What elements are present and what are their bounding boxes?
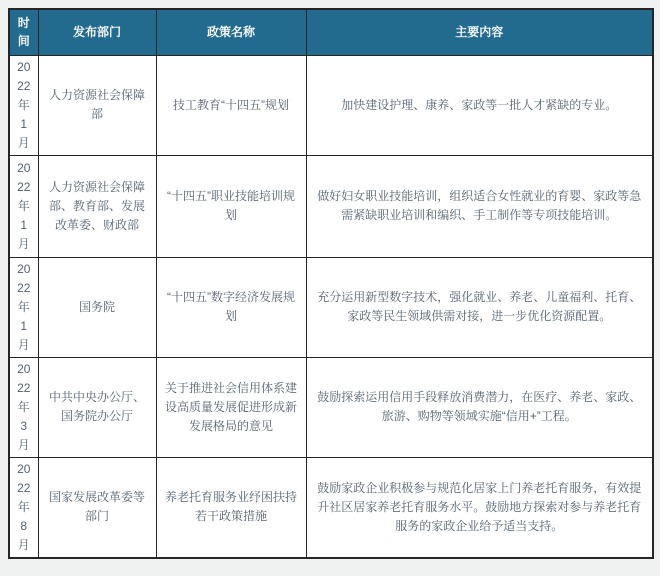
cell-department: 国家发展改革委等部门: [38, 457, 156, 558]
cell-department: 人力资源社会保障部: [38, 55, 156, 155]
cell-policy: 养老托育服务业纾困扶持若干政策措施: [156, 457, 306, 558]
table-row: [9, 457, 653, 558]
header-cell-content: 主要内容: [306, 9, 653, 55]
cell-content: 充分运用新型数字技术，强化就业、养老、儿童福利、托育、家政等民生领域供需对接，进一步优化资源配置。: [306, 257, 653, 357]
cell-content: 加快建设护理、康养、家政等一批人才紧缺的专业。: [306, 55, 653, 155]
table-row: [9, 357, 653, 457]
table-row: [9, 155, 653, 257]
cell-time: 2022年8月: [9, 457, 38, 558]
table-row: [9, 55, 653, 155]
header-cell-policy: 政策名称: [156, 9, 306, 55]
cell-time: 2022年1月: [9, 55, 38, 155]
cell-department: 中共中央办公厅、国务院办公厅: [38, 357, 156, 457]
header-cell-time: 时间: [9, 9, 38, 55]
cell-content: 鼓励家政企业积极参与规范化居家上门养老托育服务，有效提升社区居家养老托育服务水平。鼓励地方探索对参与养老托育服务的家政企业给予适当支持。: [306, 457, 653, 558]
policy-table-container: [8, 8, 654, 559]
cell-policy: 关于推进社会信用体系建设高质量发展促进形成新发展格局的意见: [156, 357, 306, 457]
cell-time: 2022年1月: [9, 155, 38, 257]
cell-policy: 技工教育“十四五”规划: [156, 55, 306, 155]
cell-department: 国务院: [38, 257, 156, 357]
cell-content: 做好妇女职业技能培训，组织适合女性就业的育婴、家政等急需紧缺职业培训和编织、手工制作等专项技能培训。: [306, 155, 653, 257]
cell-time: 2022年1月: [9, 257, 38, 357]
cell-policy: “十四五”职业技能培训规划: [156, 155, 306, 257]
policy-table: [8, 8, 654, 559]
cell-policy: “十四五”数字经济发展规划: [156, 257, 306, 357]
table-row: [9, 257, 653, 357]
cell-content: 鼓励探索运用信用手段释放消费潜力，在医疗、养老、家政、旅游、购物等领域实施“信用+”工程。: [306, 357, 653, 457]
cell-department: 人力资源社会保障部、教育部、发展改革委、财政部: [38, 155, 156, 257]
cell-time: 2022年3月: [9, 357, 38, 457]
header-cell-department: 发布部门: [38, 9, 156, 55]
table-header-row: [9, 9, 653, 55]
